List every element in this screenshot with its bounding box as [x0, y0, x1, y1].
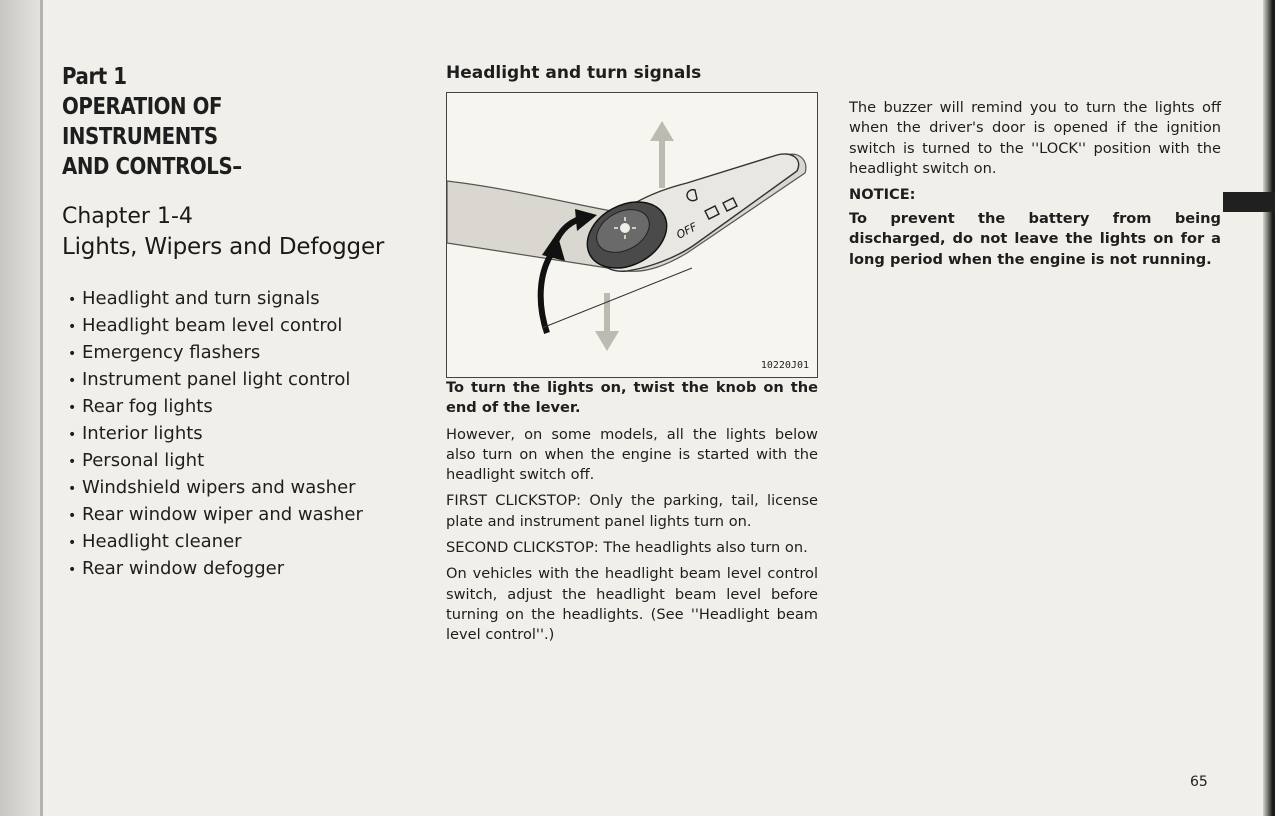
figure-code: 10220J01 [760, 360, 809, 371]
toc-item [62, 367, 407, 394]
toc-item-label: Rear fog lights [82, 396, 213, 417]
bullet-icon: • [68, 346, 77, 362]
cutaway-line [542, 268, 692, 328]
bullet-icon: • [68, 481, 77, 497]
toc-item-label: Instrument panel light control [82, 369, 351, 390]
instruction-text: To turn the lights on, twist the knob on the end of the lever. [446, 379, 818, 417]
toc-item [62, 313, 407, 340]
bullet-icon: • [68, 373, 77, 389]
twist-arrow-lower [541, 253, 552, 333]
toc-item-label: Headlight cleaner [82, 531, 242, 552]
toc-item [62, 394, 407, 421]
toc-item [62, 475, 407, 502]
lever-illustration [447, 93, 817, 377]
chapter-tab-marker [1223, 192, 1275, 212]
bullet-icon: • [68, 292, 77, 308]
part-label: Part 1 [62, 64, 127, 90]
bullet-icon: • [68, 562, 77, 578]
toc-item [62, 529, 407, 556]
toc-item-label: Headlight beam level control [82, 315, 343, 336]
toc-item [62, 502, 407, 529]
reminder-column [849, 98, 1221, 276]
toc-item-label: Interior lights [82, 423, 203, 444]
buzzer-paragraph: The buzzer will remind you to turn the lights off when the driver's door is opened if the ignition switch is turned to the ''LOCK'' position with the headlight switch on. [849, 99, 1221, 177]
toc-item [62, 421, 407, 448]
page-binding-edge [0, 0, 40, 816]
toc-item-label: Personal light [82, 450, 205, 471]
notice-heading: NOTICE: [849, 186, 916, 204]
toc-item [62, 448, 407, 475]
headlight-section-column [446, 62, 818, 652]
chapter-contents-list [62, 286, 407, 583]
toc-item-label: Rear window wiper and washer [82, 504, 363, 525]
part-title-line-1: OPERATION OF [62, 94, 223, 120]
page-right-edge [1263, 0, 1275, 816]
toc-item-label: Emergency flashers [82, 342, 261, 363]
paragraph-first-clickstop: FIRST CLICKSTOP: Only the parking, tail, license plate and instrument panel lights turn on. [446, 492, 818, 530]
off-label: OFF [674, 220, 700, 242]
turn-up-arrow-head-faint [650, 121, 674, 141]
toc-item [62, 556, 407, 583]
part-title-line-2: INSTRUMENTS [62, 124, 218, 150]
toc-item [62, 286, 407, 313]
paragraph-beam-level: On vehicles with the headlight beam level control switch, adjust the headlight beam level before turning on the headlights. (See ''Headlight beam level control''.) [446, 565, 818, 644]
section-title: Headlight and turn signals [446, 63, 702, 83]
bullet-icon: • [68, 400, 77, 416]
notice-text: To prevent the battery from being discharged, do not leave the lights on for a long period when the engine is not running. [849, 210, 1221, 268]
bullet-icon: • [68, 454, 77, 470]
toc-item-label: Headlight and turn signals [82, 288, 320, 309]
chapter-heading-column [62, 62, 407, 583]
part-title-line-3: AND CONTROLS– [62, 154, 242, 180]
bullet-icon: • [68, 427, 77, 443]
headlight-switch-figure [446, 92, 818, 378]
bullet-icon: • [68, 508, 77, 524]
toc-item-label: Windshield wipers and washer [82, 477, 356, 498]
toc-item [62, 340, 407, 367]
paragraph-engine-start: However, on some models, all the lights below also turn on when the engine is started with the headlight switch off. [446, 425, 818, 484]
chapter-title: Lights, Wipers and Defogger [62, 234, 385, 260]
chapter-number: Chapter 1-4 [62, 204, 193, 229]
page-binding-shadow [40, 0, 43, 816]
page-number: 65 [1190, 774, 1208, 790]
part-title [62, 62, 407, 182]
toc-item-label: Rear window defogger [82, 558, 285, 579]
bullet-icon: • [68, 319, 77, 335]
bullet-icon: • [68, 535, 77, 551]
turn-down-arrow-head-faint [595, 331, 619, 351]
paragraph-second-clickstop: SECOND CLICKSTOP: The headlights also turn on. [446, 539, 808, 557]
